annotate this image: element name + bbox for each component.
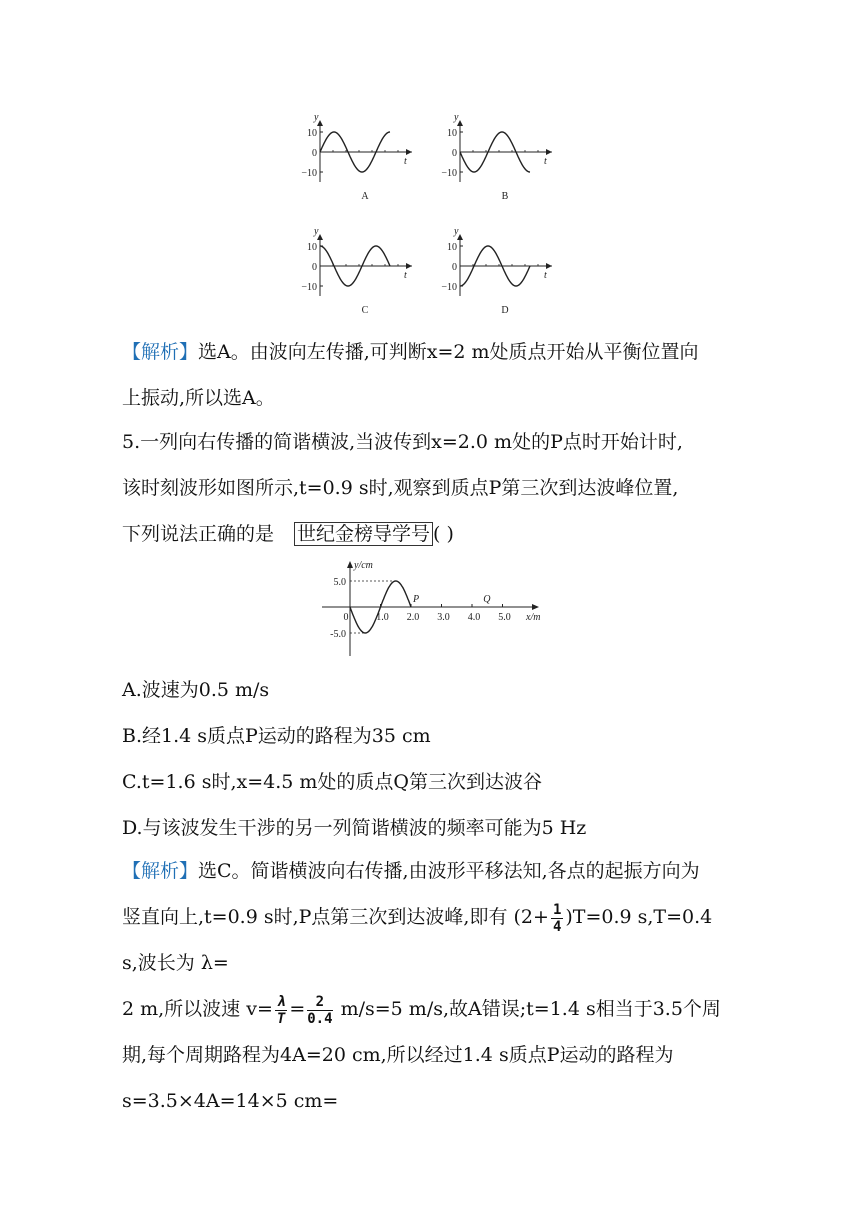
analysis-1 [122, 329, 752, 421]
y-tick-label: −10 [301, 282, 317, 293]
equals-sign: = [289, 998, 306, 1020]
option-b: B.经1.4 s质点P运动的路程为35 cm [122, 725, 431, 747]
analysis-2-line-2b: )T=0.9 s,T=0.4 [565, 906, 713, 928]
analysis-tag: 【解析】 [122, 860, 199, 882]
x-axis-label: x/m [526, 612, 541, 623]
option-d: D.与该波发生干涉的另一列简谐横波的频率可能为5 Hz [122, 817, 587, 839]
y-tick-label: −10 [441, 168, 457, 179]
option-graphs-svg [0, 0, 860, 330]
fraction-two-over-point-four [307, 994, 332, 1027]
frac-numerator: λ [276, 993, 286, 1010]
y-tick-label: 0 [452, 262, 457, 273]
analysis-2-line-4b: m/s=5 m/s,故A错误;t=1.4 s相当于3.5个周 [334, 998, 721, 1020]
graph-label: A [361, 191, 369, 202]
t-axis-label: t [544, 270, 547, 281]
graph-a [301, 112, 412, 202]
y-tick-label: 5.0 [333, 577, 346, 588]
y-tick-label: 10 [307, 242, 317, 253]
x-tick-label: 1.0 [376, 612, 389, 623]
source-box-label: 世纪金榜导学号 [294, 522, 433, 546]
wave-graph [300, 556, 560, 664]
x-tick-label: 4.0 [467, 612, 481, 623]
y-tick-label: −10 [301, 168, 317, 179]
option-a: A.波速为0.5 m/s [122, 679, 270, 701]
answer-paren: ( ) [433, 523, 454, 545]
graph-c [301, 226, 412, 316]
y-axis-label: y [454, 226, 459, 237]
t-axis-label: t [404, 156, 407, 167]
option-c: C.t=1.6 s时,x=4.5 m处的质点Q第三次到达波谷 [122, 771, 542, 793]
fraction-one-quarter [551, 902, 563, 935]
analysis-1-line-2: 上振动,所以选A。 [122, 387, 275, 409]
analysis-2-line-4a: 2 m,所以波速 v= [122, 998, 273, 1020]
graph-b [441, 112, 552, 202]
analysis-1-line-1: 选A。由波向左传播,可判断x=2 m处质点开始从平衡位置向 [198, 341, 699, 363]
question-5 [122, 419, 752, 557]
question-5-line-2: 该时刻波形如图所示,t=0.9 s时,观察到质点P第三次到达波峰位置, [122, 477, 679, 499]
analysis-2-line-2a: 竖直向上,t=0.9 s时,P点第三次到达波峰,即有 (2+ [122, 906, 549, 928]
y-tick-label: 0 [312, 262, 317, 273]
frac-denominator: 0.4 [307, 1010, 333, 1027]
question-5-line-3: 下列说法正确的是 [122, 523, 275, 545]
y-tick-label: -5.0 [330, 629, 346, 640]
x-tick-label: 0 [343, 612, 349, 623]
y-axis-label: y [454, 112, 459, 123]
t-axis-arrow [406, 263, 412, 269]
y-axis-label: y/cm [354, 560, 373, 571]
x-tick-label: 2.0 [406, 612, 420, 623]
graph-label: C [361, 305, 369, 316]
answer-options [122, 667, 752, 851]
option-graphs [0, 0, 860, 330]
y-tick-label: 0 [312, 148, 317, 159]
analysis-2-line-6: s=3.5×4A=14×5 cm= [122, 1090, 339, 1112]
fraction-lambda-over-t [275, 994, 287, 1027]
analysis-2-line-5: 期,每个周期路程为4A=20 cm,所以经过1.4 s质点P运动的路程为 [122, 1044, 674, 1066]
point-p-label: P [413, 594, 420, 605]
x-tick-label: 3.0 [437, 612, 450, 623]
y-tick-label: 10 [307, 128, 317, 139]
t-axis-arrow [546, 149, 552, 155]
x-tick-label: 5.0 [498, 612, 511, 623]
frac-numerator: 1 [552, 901, 562, 918]
y-axis-label: y [314, 226, 319, 237]
point-q-label: Q [483, 594, 491, 605]
y-tick-label: 0 [452, 148, 457, 159]
y-tick-label: 10 [447, 128, 457, 139]
t-axis-label: t [544, 156, 547, 167]
y-axis-arrow [347, 561, 353, 568]
analysis-2 [122, 848, 752, 1124]
frac-numerator: 2 [307, 994, 332, 1011]
y-axis-label: y [314, 112, 319, 123]
x-axis-arrow [532, 604, 539, 610]
graph-label: B [501, 191, 509, 202]
t-axis-arrow [546, 263, 552, 269]
analysis-tag: 【解析】 [122, 341, 199, 363]
frac-denominator: 4 [552, 918, 562, 935]
graph-label: D [501, 305, 509, 316]
t-axis-label: t [404, 270, 407, 281]
y-tick-label: 10 [447, 242, 457, 253]
frac-denominator: T [276, 1010, 286, 1027]
graph-d [441, 226, 552, 316]
analysis-2-line-1: 选C。简谐横波向右传播,由波形平移法知,各点的起振方向为 [198, 860, 700, 882]
y-tick-label: −10 [441, 282, 457, 293]
wave-graph-svg [300, 556, 560, 664]
question-5-line-1: 5.一列向右传播的简谐横波,当波传到x=2.0 m处的P点时开始计时, [122, 431, 683, 453]
analysis-2-line-3: s,波长为 λ= [122, 952, 229, 974]
t-axis-arrow [406, 149, 412, 155]
